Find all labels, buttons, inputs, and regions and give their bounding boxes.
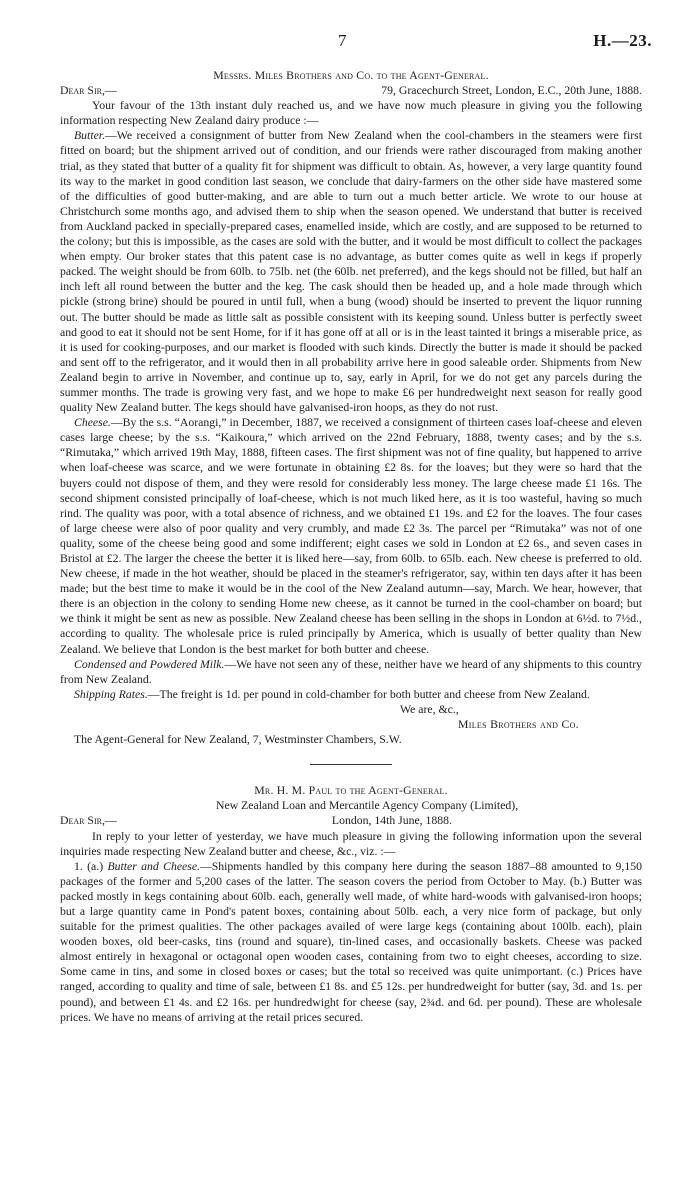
cheese-heading: Cheese.	[74, 416, 111, 430]
milk-text: —We have not seen any of these, neither have we heard of any shipments to this country from New Zealand.	[60, 657, 642, 686]
butter-paragraph	[60, 128, 642, 415]
letter1-signature: Miles Brothers and Co.	[458, 718, 579, 732]
letter2-address: London, 14th June, 1888.	[331, 814, 452, 828]
cheese-paragraph	[60, 415, 642, 657]
letter2-title: Mr. H. M. Paul to the Agent-General.	[254, 784, 448, 798]
letter2-salutation: Dear Sir,—	[60, 814, 117, 828]
item1-paragraph	[60, 859, 642, 1025]
butter-heading: Butter.	[74, 129, 106, 143]
page-body	[60, 68, 642, 1025]
letter2-intro: In reply to your letter of yesterday, we have much pleasure in giving the following information upon the several inquiries made respecting New Zealand butter and cheese, &c., viz. :—	[60, 829, 642, 858]
document-reference: H.—23.	[593, 31, 652, 50]
letter1-address: 79, Gracechurch Street, London, E.C., 20th June, 1888.	[381, 84, 642, 98]
letter1-intro: Your favour of the 13th instant duly reached us, and we have now much pleasure in giving you the following information respecting New Zealand dairy produce :—	[60, 99, 642, 128]
milk-paragraph	[60, 657, 642, 687]
letter2-company: New Zealand Loan and Mercantile Agency Company (Limited),	[216, 799, 519, 813]
item1-number: 1. (a.)	[74, 859, 104, 873]
letter1-addressee: The Agent-General for New Zealand, 7, Westminster Chambers, S.W.	[74, 733, 402, 747]
cheese-text: —By the s.s. “Aorangi,” in December, 1887, we received a consignment of thirteen cases loaf-cheese and eleven cases large cheese; by the s.s. “Kaikoura,” which arrived on the 22nd February, 1888, twenty cases; and by the s.s. “Rimutaka,” which arrived 19th May, 1888, fifteen cases. The first shipment was not of fine quality, but happened to arrive when loaf-cheese was scarce, and we were fortunate in obtaining £2 8s. for the loaves; but they were so hard that the buyers could not dispose of them, and they were resold for considerably less money. The large cheese made £1 16s. The second shipment consisted principally of loaf-cheese, which is not much liked here, as it is too wasteful, having so much rind. The quality was poor, with a total absence of richness, and we obtained £1 19s. and £2 for the loaves. The four cases of large cheese were also of poor quality and very crumbly, and made £2 3s. The parcel per “Rimutaka” was not of one quality, some of the cheese being good and some indifferent; eight cases we sold in London at £2 6s., and seven cases in Bristol at £2. The larger the cheese the better it is liked here—say, from 60lb. to 65lb. each. New cheese is preferred to old. New cheese, if made in the hot weather, should be placed in the steamer's refrigerator, say, within ten days after it has been made; but the best time to make it would be in the cool of the New Zealand autumn—say, March. We hear, however, that there is an objection in the colony to sending Home new cheese, as it cannot be turned in the cool-chamber on board; but we think it might be sent as new as possible. New Zealand cheese has been selling in the shops in London at 6½d. to 7½d., according to quality. The wholesale price is ruled principally by America, which is usually of better quality than New Zealand. We believe that London is the best market for both butter and cheese.	[60, 416, 642, 656]
milk-heading: Condensed and Powdered Milk.	[74, 657, 225, 671]
shipping-text: —The freight is 1d. per pound in cold-chamber for both butter and cheese from New Zealand.	[147, 687, 590, 701]
section-divider	[310, 764, 392, 765]
letter1-closing: We are, &c.,	[400, 702, 459, 716]
letter2-salutation-row	[60, 813, 642, 828]
shipping-heading: Shipping Rates.	[74, 687, 148, 701]
butter-text: —We received a consignment of butter from New Zealand when the cool-chambers in the steamers were first fitted on board; but the shipment arrived out of condition, and our friends were rather discouraged from making another trial, as they stated that butter of a quality fit for shipment was difficult to obtain. As, however, a very large quantity found its way to the market in good condition last season, we conclude that dairy-farmers on the other side have mastered some of the difficulties of good butter-making, and are able to turn out a much better article. We wrote to our house at Christchurch some months ago, and advised them to ship when the season opened. We understand that butter is received from Auckland packed in specially-prepared cases, enamelled inside, which are costly, and are supposed to be returned to the colony; but this is impossible, as the cases are sold with the butter, and it would be most difficult to collect the packages when empty. Our broker states that this patent case is no advantage, as butter comes quite as well in kegs if properly packed. The weight should be from 60lb. to 75lb. net (the 60lb. net preferred), and the kegs should not be filled, but half an inch left all round between the butter and the keg. The cask should then be headed up, and a hole made through which pickle (strong brine) should be poured in until full, when a bung (wood) should be inserted to prevent the liquor running out. The butter should be made as little salt as possible consistent with its keeping sound. Unless butter is perfectly sweet and good to eat it should not be sent Home, for if it has gone off at all or is in the least tainted it brings a miserable price, as it is used for cooking-purposes, and our market is flooded with such kinds. Directly the butter is made it should be packed and sent off to the refrigerator, and it would then in all probability arrive here in good saleable order. Shipments from New Zealand begin to arrive in November, and continue up to, say, early in April, for we do not get any parcels during the summer months. The trade is growing very fast, and we hope to make £6 per hundredweight next season for really good quality New Zealand butter. The kegs should have galvanised-iron hoops, as they do not rust.	[60, 129, 642, 415]
letter1-title: Messrs. Miles Brothers and Co. to the Agent-General.	[213, 69, 489, 82]
letter1-salutation: Dear Sir,—	[60, 84, 117, 98]
letter1-salutation-row	[60, 83, 642, 98]
item1-heading: Butter and Cheese.	[107, 859, 200, 873]
item1-text: —Shipments handled by this company here during the season 1887–88 amounted to 9,150 packages of the former and 5,200 cases of the latter. The season covers the period from October to May. (b.) Butter was packed mostly in kegs containing about 60lb. each, generally well made, of white hard-woods with galvanised-iron hoops; but a large quantity came in Pond's patent boxes, containing about 50lb. each, a very nice form of package, but only suitable for the primest qualities. The other packages availed of were large kegs (containing about 100lb. each), plain wooden boxes, old beer-casks, tins (round and square), tin-lined cases, and occasionally baskets. Cheese was packed almost entirely in hexagonal or octagonal open wooden cases, containing from two to eight cheeses, according to size. Some came in tins, and some in closed boxes or cases; but the total so received was quite unimportant. (c.) Prices have ranged, according to quality and time of sale, between £1 8s. and £5 12s. per hundredweight for butter (say, 3d. and 1s. per pound), and between £1 4s. and £2 16s. per hundredwight for cheese (say, 2¾d. and 6d. per pound). These are wholesale prices. We have no means of arriving at the retail prices secured.	[60, 859, 642, 1024]
page-number: 7	[338, 31, 347, 50]
shipping-paragraph	[60, 687, 642, 702]
